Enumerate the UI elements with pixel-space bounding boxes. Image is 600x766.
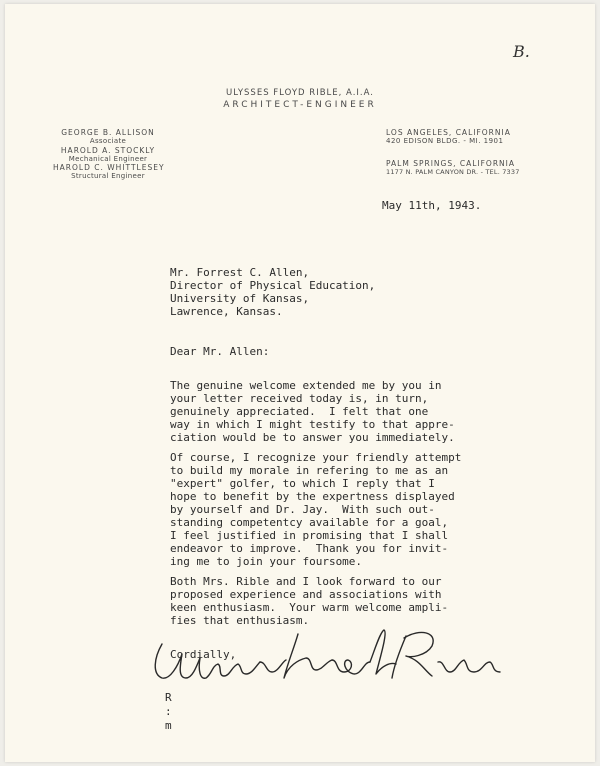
body-line: keen enthusiasm. Your warm welcome ampli-: [170, 601, 449, 614]
address-line: Lawrence, Kansas.: [170, 305, 283, 318]
body-line: proposed experience and associations with: [170, 588, 442, 601]
body-line: ciation would be to answer you immediately.: [170, 431, 455, 444]
body-line: way in which I might testify to that appre-: [170, 418, 455, 431]
typist-initial: m: [165, 719, 172, 732]
address-line: University of Kansas,: [170, 292, 310, 305]
body-line: Both Mrs. Rible and I look forward to our: [170, 575, 442, 588]
typist-initial-separator: :: [165, 705, 172, 718]
body-line: The genuine welcome extended me by you in: [170, 379, 442, 392]
body-line: Of course, I recognize your friendly attempt: [170, 451, 462, 464]
office-address: 1177 N. PALM CANYON DR. - TEL. 7337: [386, 168, 520, 176]
associate-name: HAROLD C. WHITTLESEY: [53, 163, 165, 172]
body-line: endeavor to improve. Thank you for invit-: [170, 542, 449, 555]
body-line: your letter received today is, in turn,: [170, 392, 429, 405]
salutation: Dear Mr. Allen:: [170, 345, 270, 358]
body-line: hope to benefit by the expertness displayed: [170, 490, 455, 503]
typist-initial: R: [165, 691, 172, 704]
body-line: by yourself and Dr. Jay. With such out-: [170, 503, 435, 516]
body-line: I feel justified in promising that I shall: [170, 529, 449, 542]
body-line: to build my morale in refering to me as an: [170, 464, 449, 477]
body-line: "expert" golfer, to which I reply that I: [170, 477, 435, 490]
letter-page: [5, 4, 595, 762]
letterhead-firm-name: ULYSSES FLOYD RIBLE, A.I.A.: [226, 88, 374, 98]
associate-name: HAROLD A. STOCKLY: [60, 146, 156, 155]
associate-name: GEORGE B. ALLISON: [61, 128, 155, 137]
associate-role: Mechanical Engineer: [68, 155, 148, 163]
body-line: standing competentcy available for a goal,: [170, 516, 449, 529]
corner-handwritten-mark: B.: [513, 42, 530, 61]
closing: Cordially,: [170, 648, 237, 661]
address-line: Mr. Forrest C. Allen,: [170, 266, 310, 279]
address-line: Director of Physical Education,: [170, 279, 376, 292]
handwritten-signature: [148, 622, 508, 692]
letterhead-firm-title: ARCHITECT-ENGINEER: [223, 100, 377, 110]
letter-date: May 11th, 1943.: [382, 199, 482, 212]
office-city: LOS ANGELES, CALIFORNIA: [386, 128, 511, 137]
office-address: 420 EDISON BLDG. - MI. 1901: [386, 137, 504, 145]
associate-role: Structural Engineer: [71, 172, 145, 180]
body-line: genuinely appreciated. I felt that one: [170, 405, 429, 418]
body-line: ing me to join your foursome.: [170, 555, 363, 568]
office-city: PALM SPRINGS, CALIFORNIA: [386, 159, 516, 168]
body-line: fies that enthusiasm.: [170, 614, 310, 627]
associate-role: Associate: [89, 137, 127, 145]
